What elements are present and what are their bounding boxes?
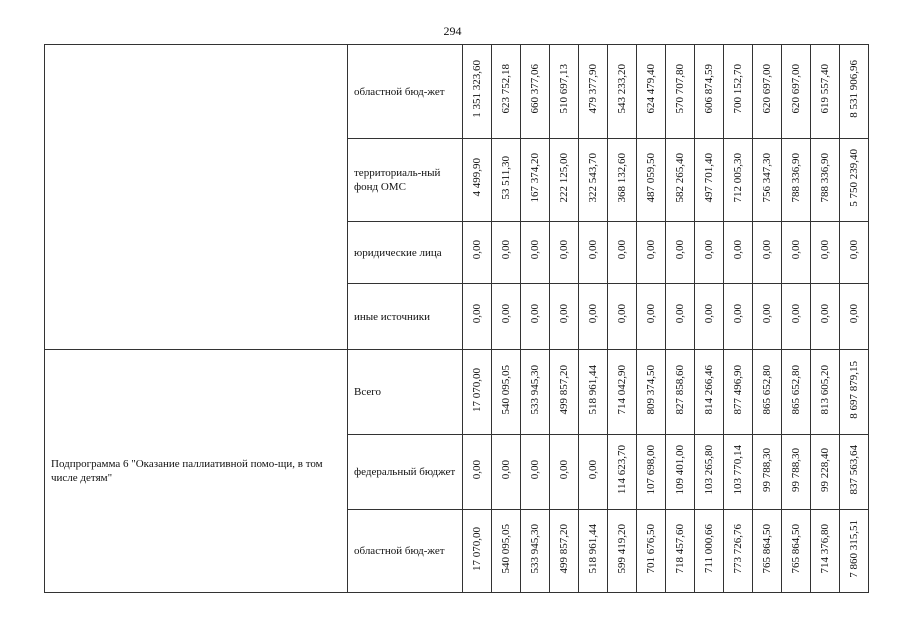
value-text: 700 152,70 xyxy=(732,64,744,114)
value-cell xyxy=(695,284,724,350)
value-text: 103 265,80 xyxy=(703,444,715,495)
value-cell xyxy=(782,284,811,350)
value-text: 322 543,70 xyxy=(587,152,599,203)
value-cell xyxy=(753,435,782,510)
value-cell xyxy=(666,284,695,350)
value-cell xyxy=(521,350,550,435)
value-text: 510 697,13 xyxy=(558,64,570,114)
value-cell xyxy=(492,222,521,284)
value-text: 809 374,50 xyxy=(645,364,657,415)
value-text: 8 697 879,15 xyxy=(848,360,860,419)
value-cell xyxy=(608,139,637,222)
value-text: 0,00 xyxy=(848,304,860,324)
value-cell xyxy=(840,139,869,222)
value-text: 0,00 xyxy=(529,240,541,260)
value-text: 533 945,30 xyxy=(529,523,541,574)
value-cell xyxy=(811,435,840,510)
value-cell xyxy=(811,284,840,350)
value-text: 7 860 315,51 xyxy=(848,519,860,578)
budget-table xyxy=(44,44,869,593)
value-cell xyxy=(492,45,521,139)
value-text: 765 864,50 xyxy=(761,523,773,574)
value-text: 837 563,64 xyxy=(848,444,860,495)
value-text: 518 961,44 xyxy=(587,364,599,415)
value-text: 107 698,00 xyxy=(645,444,657,495)
value-text: 0,00 xyxy=(790,304,802,324)
value-cell xyxy=(840,350,869,435)
value-cell xyxy=(579,284,608,350)
value-text: 487 059,50 xyxy=(645,152,657,203)
table-row xyxy=(45,45,869,139)
value-text: 99 228,40 xyxy=(819,447,831,492)
value-text: 0,00 xyxy=(529,459,541,480)
value-text: 0,00 xyxy=(500,459,512,480)
value-cell xyxy=(521,139,550,222)
value-cell xyxy=(782,350,811,435)
value-cell xyxy=(695,139,724,222)
value-text: 0,00 xyxy=(848,240,860,260)
value-cell xyxy=(608,350,637,435)
funding-source: иные источники xyxy=(348,284,463,350)
value-text: 17 070,00 xyxy=(471,367,483,412)
value-cell xyxy=(550,435,579,510)
value-cell xyxy=(550,222,579,284)
value-text: 167 374,20 xyxy=(529,152,541,203)
value-cell xyxy=(782,435,811,510)
value-cell xyxy=(840,510,869,593)
value-cell xyxy=(695,45,724,139)
value-cell xyxy=(637,45,666,139)
value-cell xyxy=(492,435,521,510)
value-cell xyxy=(753,350,782,435)
value-text: 8 531 906,96 xyxy=(848,60,860,118)
value-cell xyxy=(608,284,637,350)
value-text: 0,00 xyxy=(471,240,483,260)
value-text: 624 479,40 xyxy=(645,64,657,114)
value-text: 623 752,18 xyxy=(500,64,512,114)
page-number: 294 xyxy=(443,24,462,38)
value-text: 0,00 xyxy=(587,304,599,324)
value-cell xyxy=(782,45,811,139)
value-text: 5 750 239,40 xyxy=(848,148,860,207)
value-text: 99 788,30 xyxy=(761,447,773,492)
value-cell xyxy=(666,222,695,284)
value-cell xyxy=(840,435,869,510)
value-text: 814 266,46 xyxy=(703,364,715,415)
value-cell xyxy=(550,350,579,435)
value-cell xyxy=(550,284,579,350)
value-cell xyxy=(811,350,840,435)
value-text: 0,00 xyxy=(819,240,831,260)
value-text: 1 351 323,60 xyxy=(471,60,483,118)
value-cell xyxy=(782,139,811,222)
value-text: 103 770,14 xyxy=(732,444,744,495)
value-cell xyxy=(753,222,782,284)
value-cell xyxy=(579,435,608,510)
value-text: 0,00 xyxy=(703,304,715,324)
value-text: 0,00 xyxy=(500,240,512,260)
value-text: 0,00 xyxy=(732,240,744,260)
value-cell xyxy=(666,435,695,510)
value-cell xyxy=(840,284,869,350)
value-cell xyxy=(666,510,695,593)
value-text: 714 376,80 xyxy=(819,523,831,574)
value-cell xyxy=(579,222,608,284)
value-cell xyxy=(492,284,521,350)
value-text: 0,00 xyxy=(645,240,657,260)
value-text: 518 961,44 xyxy=(587,523,599,574)
value-text: 0,00 xyxy=(761,304,773,324)
funding-source: федеральный бюджет xyxy=(348,435,463,510)
value-cell xyxy=(463,435,492,510)
value-cell xyxy=(753,284,782,350)
value-cell xyxy=(724,139,753,222)
value-text: 712 005,30 xyxy=(732,152,744,203)
funding-source: Всего xyxy=(348,350,463,435)
value-text: 114 623,70 xyxy=(616,444,628,495)
subprogram-title: Подпрограмма 6 "Оказание паллиативной помо-щи, в том числе детям" xyxy=(45,350,348,593)
value-text: 0,00 xyxy=(558,240,570,260)
value-cell xyxy=(550,139,579,222)
value-text: 718 457,60 xyxy=(674,523,686,574)
value-text: 765 864,50 xyxy=(790,523,802,574)
value-text: 0,00 xyxy=(790,240,802,260)
value-text: 4 499,90 xyxy=(471,158,483,197)
value-cell xyxy=(492,139,521,222)
value-text: 368 132,60 xyxy=(616,152,628,203)
value-text: 0,00 xyxy=(616,240,628,260)
value-text: 711 000,66 xyxy=(703,523,715,574)
funding-source: областной бюд-жет xyxy=(348,510,463,593)
value-cell xyxy=(695,222,724,284)
value-text: 0,00 xyxy=(471,304,483,324)
value-text: 499 857,20 xyxy=(558,364,570,415)
value-cell xyxy=(811,222,840,284)
value-cell xyxy=(637,350,666,435)
value-cell xyxy=(637,222,666,284)
value-text: 17 070,00 xyxy=(471,526,483,571)
value-text: 620 697,00 xyxy=(761,64,773,114)
value-cell xyxy=(782,222,811,284)
value-text: 0,00 xyxy=(558,304,570,324)
value-cell xyxy=(521,45,550,139)
value-cell xyxy=(840,45,869,139)
value-cell xyxy=(463,222,492,284)
value-cell xyxy=(463,284,492,350)
value-text: 0,00 xyxy=(732,304,744,324)
value-text: 813 605,20 xyxy=(819,364,831,415)
value-text: 756 347,30 xyxy=(761,152,773,203)
value-cell xyxy=(579,45,608,139)
value-text: 788 336,90 xyxy=(819,152,831,203)
value-cell xyxy=(463,510,492,593)
value-cell xyxy=(608,45,637,139)
value-cell xyxy=(637,510,666,593)
value-text: 533 945,30 xyxy=(529,364,541,415)
funding-source: территориаль-ный фонд ОМС xyxy=(348,139,463,222)
value-cell xyxy=(753,45,782,139)
value-text: 865 652,80 xyxy=(761,364,773,415)
value-text: 877 496,90 xyxy=(732,364,744,415)
value-cell xyxy=(666,350,695,435)
value-cell xyxy=(608,510,637,593)
value-cell xyxy=(753,139,782,222)
value-text: 570 707,80 xyxy=(674,64,686,114)
value-text: 0,00 xyxy=(703,240,715,260)
value-cell xyxy=(463,45,492,139)
value-text: 543 233,20 xyxy=(616,64,628,114)
table-row xyxy=(45,350,869,435)
value-text: 0,00 xyxy=(674,304,686,324)
value-cell xyxy=(521,510,550,593)
value-text: 606 874,59 xyxy=(703,64,715,114)
value-cell xyxy=(695,350,724,435)
value-text: 0,00 xyxy=(645,304,657,324)
value-cell xyxy=(608,435,637,510)
value-text: 701 676,50 xyxy=(645,523,657,574)
value-text: 0,00 xyxy=(587,240,599,260)
value-text: 540 095,05 xyxy=(500,523,512,574)
value-cell xyxy=(782,510,811,593)
value-cell xyxy=(666,139,695,222)
value-cell xyxy=(608,222,637,284)
funding-source: областной бюд-жет xyxy=(348,45,463,139)
value-text: 620 697,00 xyxy=(790,64,802,114)
value-text: 599 419,20 xyxy=(616,523,628,574)
value-cell xyxy=(550,510,579,593)
value-cell xyxy=(724,510,753,593)
value-cell xyxy=(840,222,869,284)
value-text: 540 095,05 xyxy=(500,364,512,415)
value-text: 222 125,00 xyxy=(558,152,570,203)
value-cell xyxy=(637,284,666,350)
value-text: 0,00 xyxy=(471,459,483,480)
value-cell xyxy=(492,350,521,435)
value-text: 619 557,40 xyxy=(819,64,831,114)
value-text: 0,00 xyxy=(558,459,570,480)
program-cell-empty xyxy=(45,45,348,350)
value-text: 0,00 xyxy=(761,240,773,260)
value-cell xyxy=(695,435,724,510)
value-text: 0,00 xyxy=(674,240,686,260)
value-cell xyxy=(637,139,666,222)
value-cell xyxy=(579,510,608,593)
value-text: 0,00 xyxy=(587,459,599,480)
value-text: 714 042,90 xyxy=(616,364,628,415)
value-text: 0,00 xyxy=(529,304,541,324)
value-cell xyxy=(579,139,608,222)
value-text: 660 377,06 xyxy=(529,64,541,114)
value-cell xyxy=(521,435,550,510)
value-cell xyxy=(811,139,840,222)
value-text: 479 377,90 xyxy=(587,64,599,114)
value-text: 497 701,40 xyxy=(703,152,715,203)
value-text: 99 788,30 xyxy=(790,447,802,492)
value-cell xyxy=(666,45,695,139)
value-cell xyxy=(724,435,753,510)
value-cell xyxy=(811,510,840,593)
value-text: 109 401,00 xyxy=(674,444,686,495)
value-cell xyxy=(579,350,608,435)
value-text: 788 336,90 xyxy=(790,152,802,203)
value-cell xyxy=(811,45,840,139)
value-cell xyxy=(550,45,579,139)
value-cell xyxy=(724,284,753,350)
value-cell xyxy=(521,222,550,284)
value-text: 499 857,20 xyxy=(558,523,570,574)
value-cell xyxy=(724,45,753,139)
value-cell xyxy=(463,350,492,435)
value-cell xyxy=(695,510,724,593)
value-text: 827 858,60 xyxy=(674,364,686,415)
value-text: 53 511,30 xyxy=(500,155,512,200)
value-cell xyxy=(637,435,666,510)
value-text: 0,00 xyxy=(500,304,512,324)
value-cell xyxy=(753,510,782,593)
value-text: 0,00 xyxy=(819,304,831,324)
value-text: 773 726,76 xyxy=(732,523,744,574)
value-text: 582 265,40 xyxy=(674,152,686,203)
value-text: 865 652,80 xyxy=(790,364,802,415)
value-cell xyxy=(724,222,753,284)
value-cell xyxy=(492,510,521,593)
value-cell xyxy=(463,139,492,222)
value-cell xyxy=(521,284,550,350)
value-cell xyxy=(724,350,753,435)
funding-source: юридические лица xyxy=(348,222,463,284)
value-text: 0,00 xyxy=(616,304,628,324)
